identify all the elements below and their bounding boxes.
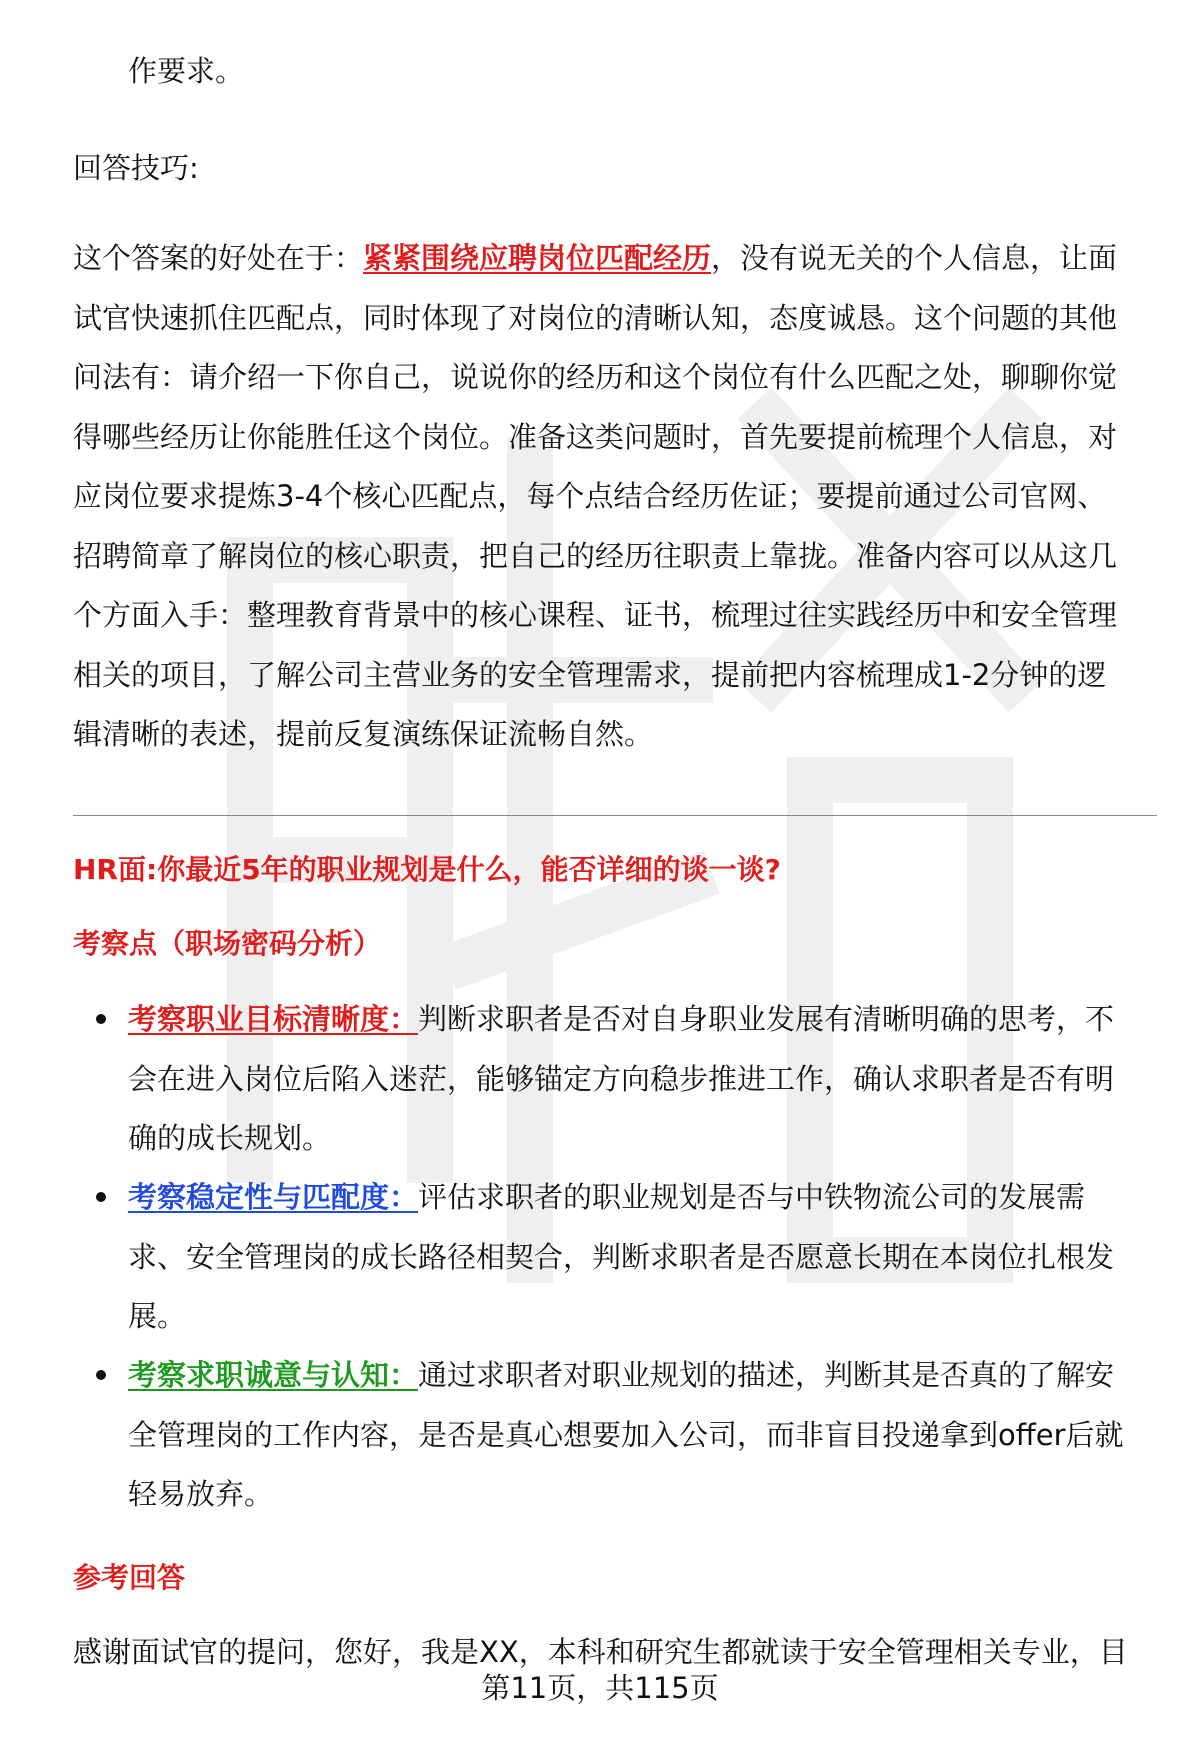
tips-paragraph-line-2: 试官快速抓住匹配点，同时体现了对岗位的清晰认知，态度诚恳。这个问题的其他 (73, 300, 1118, 335)
tips-paragraph-line-7: 个方面入手：整理教育背景中的核心课程、证书，梳理过往实践经历中和安全管理 (73, 598, 1118, 632)
tips-paragraph-line-9: 辑清晰的表述，提前反复演练保证流畅自然。 (73, 717, 654, 751)
point-2-text: 评估求职者的职业规划是否与中铁物流公司的发展需 (418, 1180, 1086, 1214)
continuation-text: 作要求。 (128, 54, 245, 88)
point-1-text: 判断求职者是否对自身职业发展有清晰明确的思考，不 (418, 1002, 1115, 1036)
point-2-line-2: 求、安全管理岗的成长路径相契合，判断求职者是否愿意长期在本岗位扎根发 (128, 1239, 1115, 1274)
question-title: HR面:你最近5年的职业规划是什么，能否详细的谈一谈? (73, 853, 781, 886)
tips-paragraph-line-3: 问法有：请介绍一下你自己，说说你的经历和这个岗位有什么匹配之处，聊聊你觉 (73, 360, 1118, 394)
section-divider (73, 815, 1157, 816)
reference-answer-line-1: 感谢面试官的提问，您好，我是XX，本科和研究生都就读于安全管理相关专业，目 (73, 1635, 1128, 1669)
tips-label: 回答技巧: (73, 151, 199, 185)
page-number: 第11页，共115页 (481, 1671, 719, 1705)
tips-paragraph-line-1 (73, 229, 1117, 289)
tips-paragraph-line-6: 招聘简章了解岗位的核心职责，把自己的经历往职责上靠拢。准备内容可以从这几 (73, 538, 1118, 573)
point-1-line-3: 确的成长规划。 (128, 1121, 332, 1155)
bullet-icon (96, 1370, 106, 1380)
point-1-label: 考察职业目标清晰度： (128, 1002, 419, 1036)
point-3-text: 通过求职者对职业规划的描述，判断其是否真的了解安 (418, 1358, 1115, 1392)
point-1-line-1 (128, 990, 1114, 1050)
point-2-line-1 (128, 1168, 1085, 1228)
point-3-label: 考察求职诚意与认知： (128, 1358, 419, 1392)
reference-answer-heading: 参考回答 (73, 1561, 186, 1594)
exam-points-heading: 考察点（职场密码分析） (73, 927, 382, 960)
point-3-line-2: 全管理岗的工作内容，是否是真心想要加入公司，而非盲目投递拿到offer后就 (128, 1417, 1124, 1452)
tips-paragraph-line-5: 应岗位要求提炼3-4个核心匹配点，每个点结合经历佐证；要提前通过公司官网、 (73, 479, 1107, 513)
bullet-icon (96, 1192, 106, 1202)
point-2-line-3: 展。 (128, 1299, 187, 1333)
bullet-icon (96, 1014, 106, 1024)
point-3-line-1 (128, 1346, 1114, 1406)
tips-line1-pre: 这个答案的好处在于： (73, 241, 364, 275)
point-1-line-2: 会在进入岗位后陷入迷茫，能够锚定方向稳步推进工作，确认求职者是否有明 (128, 1061, 1115, 1096)
tips-paragraph-line-4: 得哪些经历让你能胜任这个岗位。准备这类问题时，首先要提前梳理个人信息，对 (73, 419, 1118, 454)
tips-highlight: 紧紧围绕应聘岗位匹配经历 (363, 241, 712, 275)
tips-line1-post: ，没有说无关的个人信息，让面 (711, 241, 1118, 275)
point-2-label: 考察稳定性与匹配度： (128, 1180, 419, 1214)
tips-paragraph-line-8: 相关的项目，了解公司主营业务的安全管理需求，提前把内容梳理成1-2分钟的逻 (73, 657, 1107, 692)
point-3-line-3: 轻易放弃。 (128, 1477, 274, 1511)
